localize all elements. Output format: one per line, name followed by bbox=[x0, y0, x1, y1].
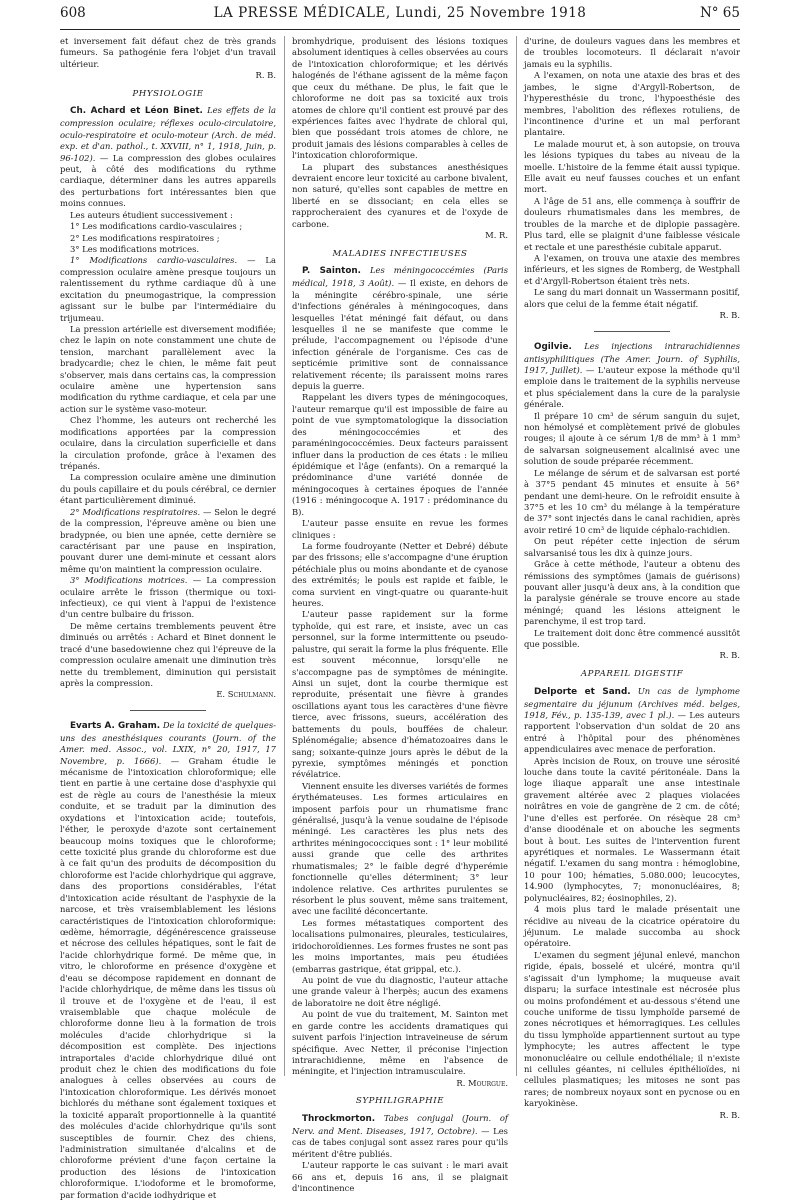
article-separator bbox=[594, 331, 670, 332]
signature: R. B. bbox=[255, 70, 276, 81]
paragraph: 4 mois plus tard le malade présentait une récidive au niveau de la cicatrice opératoire du jéjunum. Le malade succomba au shock opératoire. bbox=[524, 904, 740, 949]
paragraph: A l'examen, on trouva une ataxie des membres inférieurs, et les signes de Romberg, de Westphall et d'Argyll-Robertson étaient très nets. bbox=[524, 253, 740, 286]
column-divider bbox=[516, 36, 517, 1076]
list-item: 3° Les modifications motrices. bbox=[70, 243, 200, 254]
paragraph: Les auteurs étudient successivement : bbox=[70, 209, 233, 220]
article-heading: Ch. Achard et Léon Binet. Les effets de la compression oculaire; réflexes oculo-circulatoire, oculo-respiratoire et oculo-moteur (Arch. de méd. exp. et d'an. pathol., t. XXVIII, n° 1, 1918, Juin, p. 96-102). — La compression des globes oculaires peut, à côté des modifications du rythme cardiaque, déterminer dans les autres appareils des perturbations fort intéressantes bien que moins connues. bbox=[60, 105, 276, 209]
column-1 bbox=[60, 36, 276, 1200]
header-rule bbox=[60, 29, 740, 30]
signature: R. Mourgue. bbox=[456, 1077, 508, 1088]
article-heading: Ogilvie. Les injections intrarachidiennes antisyphilitiques (The Amer. Journ. of Syphilis, 1917, Juillet). — L'auteur expose la méthode qu'il emploie dans le traitement de la syphilis nerveuse et plus spécialement dans la cure de la paralysie générale. bbox=[524, 340, 740, 410]
paragraph: Il prépare 10 cm³ de sérum sanguin du sujet, non hémolysé et complètement privé de globules rouges; il ajoute à ce sérum 1/8 de mm³ à 1 mm³ de salvarsan soigneusement alcalinisé avec une solution de soude préparée récemment. bbox=[524, 410, 740, 467]
paragraph: L'auteur passe ensuite en revue les formes cliniques : bbox=[292, 518, 508, 540]
article-heading: P. Sainton. Les méningococcémies (Paris médical, 1918, 3 Août). — Il existe, en dehors de la méningite cérébro-spinale, une série d'infections générales à méningocoques, dans lesquelles l'état méningé fait défaut, ou dans lesquelles il ne se manifeste que comme le prélude, l'accompagnement ou l'épisode d'une infection générale de l'organisme. Ces cas de septicémie primitive sont de connaissance relativement récente; ils paraissent moins rares depuis la guerre. bbox=[292, 265, 508, 392]
list-item: 2° Les modifications respiratoires ; bbox=[70, 232, 220, 243]
page-header bbox=[60, 5, 740, 27]
paragraph: A l'âge de 51 ans, elle commença à souffrir de douleurs rhumatismales dans les membres, de troubles de la marche et de diplopie passagère. Plus tard, elle se plaignit d'une faiblesse vésicale et rectale et une paresthésie cubitale apparut. bbox=[524, 195, 740, 252]
paragraph: Les formes métastatiques comportent des localisations pulmonaires, pleurales, testiculaires, iridochoroïdiennes. Les formes frustes ne sont pas les moins importantes, mais peu étudiées (embarras gastrique, état grippal, etc.). bbox=[292, 917, 508, 974]
article-heading: Delporte et Sand. Un cas de lymphome segmentaire du jéjunum (Archives méd. belges, 1918, Fév., p. 135-139, avec 1 pl.). — Les auteurs rapportent l'observation d'un soldat de 20 ans entré à l'hôpital pour des phénomènes appendiculaires avec menace de perforation. bbox=[524, 685, 740, 755]
paragraph: Au point de vue du diagnostic, l'auteur attache une grande valeur à l'herpès; aucun des examens de laboratoire ne doit être négligé. bbox=[292, 974, 508, 1008]
signature: R. B. bbox=[719, 1109, 740, 1120]
section-heading: APPAREIL DIGESTIF bbox=[580, 668, 684, 679]
column-2 bbox=[292, 36, 508, 1193]
paragraph: Le malade mourut et, à son autopsie, on trouva les lésions typiques du tabes au niveau de la moelle. L'histoire de la femme était aussi typique. Elle avait eu neuf fausses couches et un enfant mort. bbox=[524, 138, 740, 195]
article-heading: Throckmorton. Tabes conjugal (Journ. of Nerv. and Ment. Diseases, 1917, Octobre). — Les cas de tabes conjugal sont assez rares pour qu'ils méritent d'être publiés. bbox=[292, 1112, 508, 1159]
paragraph: Chez l'homme, les auteurs ont recherché les modifications apportées par la compression oculaire, dans la circulation superficielle et dans la circulation profonde, grâce à l'examen des trépanés. bbox=[60, 415, 276, 471]
article-separator bbox=[130, 710, 206, 711]
paragraph: A l'examen, on nota une ataxie des bras et des jambes, le signe d'Argyll-Robertson, de l'hyperesthésie du tronc, l'hypoesthésie des membres, l'abolition des réflexes rotuliens, de l'incontinence d'urine et un mal perforant plantaire. bbox=[524, 70, 740, 138]
signature: M. R. bbox=[485, 230, 508, 241]
section-heading: SYPHILIGRAPHIE bbox=[355, 1096, 445, 1107]
paragraph: La plupart des substances anesthésiques devraient encore leur toxicité au carbone bivalent, non saturé, qu'elles sont capables de mettre en liberté en se dissociant; en cela elles se rapprocheraient des cyanures et de l'oxyde de carbone. bbox=[292, 161, 508, 229]
paragraph: bromhydrique, produisent des lésions toxiques absolument identiques à celles observées au cours de l'intoxication chloroformique; et les dérivés halogénés de l'éthane agissent de la même façon que ceux du méthane. De plus, le fait que le chloroforme ne doit pas sa toxicité aux trois atomes de chlore qu'il contient est prouvé par des expériences faites avec l'hydrate de chloral qui, bien que possédant trois atomes de chlore, ne produit jamais des lésions comparables à celles de l'intoxication chloroformique. bbox=[292, 36, 508, 161]
section-heading: MALADIES INFECTIEUSES bbox=[332, 248, 468, 259]
paragraph: Rappelant les divers types de méningocoques, l'auteur remarque qu'il est impossible de faire au point de vue symptomatologique la dissociation des méningococcémies et des paraméningococcémies. Deux facteurs paraissent influer dans la production de ces états : le milieu épidémique et l'âge (enfants). On a remarqué la prédominance d'une variété donnée de méningocoques à certaines époques de l'année (1916 : méningocoque A. 1917 : prédominance du B). bbox=[292, 392, 508, 517]
paragraph: 3° Modifications motrices. — La compression oculaire arrête le frisson (thermique ou toxi-infectieux), ce qui vient à l'appui de l'existence d'un centre bulbaire du frisson. bbox=[60, 575, 276, 620]
paragraph: La pression artérielle est diversement modifiée; chez le lapin on note constamment une chute de tension, marchant parallèlement avec la bradycardie; chez le chien, le même fait peut s'observer, mais dans certains cas, la compression oculaire amène une hypertension sans modification du rythme cardiaque, et cela par une action sur le système vaso-moteur. bbox=[60, 323, 276, 414]
paragraph: et inversement fait défaut chez de très grands fumeurs. Sa pathogénie fera l'objet d'un travail ultérieur. R. B. bbox=[60, 36, 276, 81]
paragraph: L'examen du segment jéjunal enlevé, manchon rigide, épais, bosselé et ulcéré, montra qu'il s'agissait d'un lymphome; la muqueuse avait disparu; la surface intestinale est nécrosée plus ou moins profondément et au-dessous s'étend une couche uniforme de tissu lymphoïde parsemé de zones nécrotiques et hémorragiques. Les cellules du tissu lymphoïde appartiennent surtout au type lymphocyte; les autres affectent le type mononucléaire ou cellule endothéliale; il n'existe ni cellules géantes, ni cellules épithélioïdes, ni cellules plasmatiques; les mitoses ne sont pas rares; de nombreux noyaux sont en pycnose ou en karyokinèse. bbox=[524, 949, 740, 1109]
journal-title: LA PRESSE MÉDICALE, Lundi, 25 Novembre 1918 bbox=[213, 5, 587, 21]
list-item: 1° Les modifications cardio-vasculaires ; bbox=[70, 221, 243, 232]
paragraph: Après incision de Roux, on trouve une sérosité louche dans toute la cavité péritonéale. Dans la loge iliaque apparaît une anse intestinale gravement altérée avec 2 plaques violacées noirâtres en voie de gangrène de 2 cm. de côté; l'une d'elles est perforée. On résèque 28 cm³ d'anse dioodénale et on abouche les segments bout à bout. Les suites de l'intervention furent apyrétiques et normales. Le Wassermann était négatif. L'examen du sang montra : hémoglobine, 10 pour 100; hématies, 5.080.000; leucocytes, 14.900 (lymphocytes, 7; mononucléaires, 8; polynucléaires, 82; éosinophiles, 2). bbox=[524, 755, 740, 903]
column-3 bbox=[524, 36, 740, 1120]
paragraph: 2° Modifications respiratoires. — Selon le degré de la compression, l'épreuve amène ou bien une bradypnée, ou bien une apnée, cette dernière se caractérisant par une pause en inspiration, pouvant durer une demi-minute et cessant alors même qu'on maintient la compression oculaire. bbox=[60, 506, 276, 574]
section-heading: PHYSIOLOGIE bbox=[132, 88, 204, 99]
paragraph: L'auteur passe rapidement sur la forme typhoïde, qui est rare, et insiste, avec un cas personnel, sur la forme intermittente ou pseudo-palustre, qui serait la forme la plus fréquente. Elle est souvent méconnue, lorsqu'elle ne s'accompagne pas de symptômes de méningite. Ainsi un sujet, dont la courbe thermique est reproduite, présentait une fièvre à grandes oscillations ayant tous les caractères d'une fièvre tierce, avec frissons, sueurs, accélération des battements du pouls, bouffées de chaleur. Splénomégalie; absence d'hématozoaires dans le sang; soixante-quinze jours après le début de la pyrexie, symptômes méningés et ponction révélatrice. bbox=[292, 609, 508, 780]
paragraph: d'urine, de douleurs vagues dans les membres et de troubles locomoteurs. Il déclarait n'avoir jamais eu la syphilis. bbox=[524, 36, 740, 69]
signature: E. Schulmann. bbox=[216, 689, 276, 700]
paragraph: Le traitement doit donc être commencé aussitôt que possible. bbox=[524, 627, 740, 650]
paragraph: De même certains tremblements peuvent être diminués ou arrêtés : Achard et Binet donnent le tracé d'une basedowienne chez qui l'épreuve de la compression oculaire amenait une diminution très nette du tremblement, diminution qui persistait après la compression. bbox=[60, 620, 276, 688]
paragraph: Au point de vue du traitement, M. Sainton met en garde contre les accidents dramatiques qui suivent parfois l'injection intraveineuse de sérum spécifique. Avec Netter, il préconise l'injection intrarachidienne, même en l'absence de méningite, et l'injection intramusculaire. bbox=[292, 1009, 508, 1077]
page-number: 608 bbox=[60, 5, 86, 21]
paragraph: On peut répéter cette injection de sérum salvarsanisé tous les dix à quinze jours. bbox=[524, 536, 740, 558]
column-divider bbox=[284, 36, 285, 1076]
issue-number: N° 65 bbox=[699, 5, 740, 21]
paragraph: La forme foudroyante (Netter et Debré) débute par des frissons; elle s'accompagne d'une éruption pétéchiale plus ou moins abondante et de cyanose des extrémités; le pouls est rapide et faible, le coma survient en vingt-quatre ou quarante-huit heures. bbox=[292, 540, 508, 609]
paragraph: L'auteur rapporte le cas suivant : le mari avait 66 ans et, depuis 16 ans, il se plaignait d'incontinence bbox=[292, 1160, 508, 1193]
paragraph: La compression oculaire amène une diminution du pouls capillaire et du pouls cérébral, ce dernier étant particulièrement diminué. bbox=[60, 472, 276, 506]
signature: R. B. bbox=[719, 310, 740, 321]
paragraph: Viennent ensuite les diverses variétés de formes érythémateuses. Les formes articulaires en imposent parfois pour un rhumatisme franc généralisé, jusqu'à la venue soudaine de l'épisode méningé. Les caractères les plus nets des arthrites méningococciques sont : 1° leur mobilité aussi grande que celle des arthrites rhumatismales; 2° le faible degré d'hyperémie fonctionnelle qu'elles déterminent; 3° leur indolence relative. Ces arthrites purulentes se résorbent le plus souvent, même sans traitement, avec une facilité déconcertante. bbox=[292, 780, 508, 917]
signature: R. B. bbox=[719, 650, 740, 661]
paragraph: 1° Modifications cardio-vasculaires. — La compression oculaire amène presque toujours un ralentissement du rythme cardiaque dû à une excitation du pneumogastrique, la compression agissant sur le bulbe par l'intermédiaire du trijumeau. bbox=[60, 255, 276, 323]
paragraph: Grâce à cette méthode, l'auteur a obtenu des rémissions des symptômes (jamais de guérisons) pouvant aller jusqu'à deux ans, à la condition que la paralysie générale se trouve encore au stade méningé; quand les lésions atteignent le parenchyme, il est trop tard. bbox=[524, 559, 740, 627]
article-heading: Evarts A. Graham. De la toxicité de quelques-uns des anesthésiques courants (Journ. of the Amer. med. Assoc., vol. LXIX, n° 20, 1917, 17 Novembre, p. 1666). — Graham étudie le mécanisme de l'intoxication chloroformique; elle tient en partie à une certaine dose d'asphyxie qui est de règle au cours de l'anesthésie la mieux conduite, et se traduit par la diminution des oxydations et l'intoxication acide; toutefois, l'éther, le peroxyde d'azote sont certainement beaucoup moins toxiques que le chloroforme; cette toxicité plus grande du chloroforme est due à ce fait qu'un des produits de décomposition du chloroforme est l'acide chlorhydrique qui aggrave, dans des proportions considérables, l'état d'intoxication acide résultant de l'asphyxie de la narcose, et très vraisemblablement les lésions caractéristiques de l'intoxication chloroformique: œdème, hémorragie, dégénérescence graisseuse et nécrose des cellules hépatiques, sont le fait de l'acide chlorhydrique formé. De même que, in vitro, le chloroforme en présence d'oxygène et d'eau se décompose rapidement en donnant de l'acide chlorhydrique, de même dans les tissus où il trouve et de l'oxygène et de l'eau, il est vraisemblable que chaque molécule de chloroforme donne lieu à la formation de trois molécules d'acide chlorhydrique si la décomposition est complète. Des injections intraportales d'acide chlorhydrique dilué ont produit chez le chien des modifications du foie analogues à celles observées au cours de l'intoxication chloroformique. Les dérivés monoet bichlorés du méthane sont également toxiques et la toxicité apparaît proportionnelle à la quantité des molécules d'acide chlorhydrique qu'ils sont susceptibles de fournir. Chez des chiens, l'administration simultanée d'alcalins et de chloroforme prévient d'une façon certaine la production des lésions de l'intoxication chloroformique. L'iodoforme et le bromoforme, par formation d'acide iodhydrique et bbox=[60, 719, 276, 1200]
paragraph: Le mélange de sérum et de salvarsan est porté à 37°5 pendant 45 minutes et ensuite à 56° pendant une demi-heure. On le refroidit ensuite à 37°5 et les 10 cm³ du mélange à la température de 37° sont injectés dans le canal rachidien, après avoir retiré 10 cm³ de liquide céphalo-rachidien. bbox=[524, 467, 740, 535]
paragraph: Le sang du mari donnait un Wassermann positif, alors que celui de la femme était négatif. bbox=[524, 287, 740, 309]
